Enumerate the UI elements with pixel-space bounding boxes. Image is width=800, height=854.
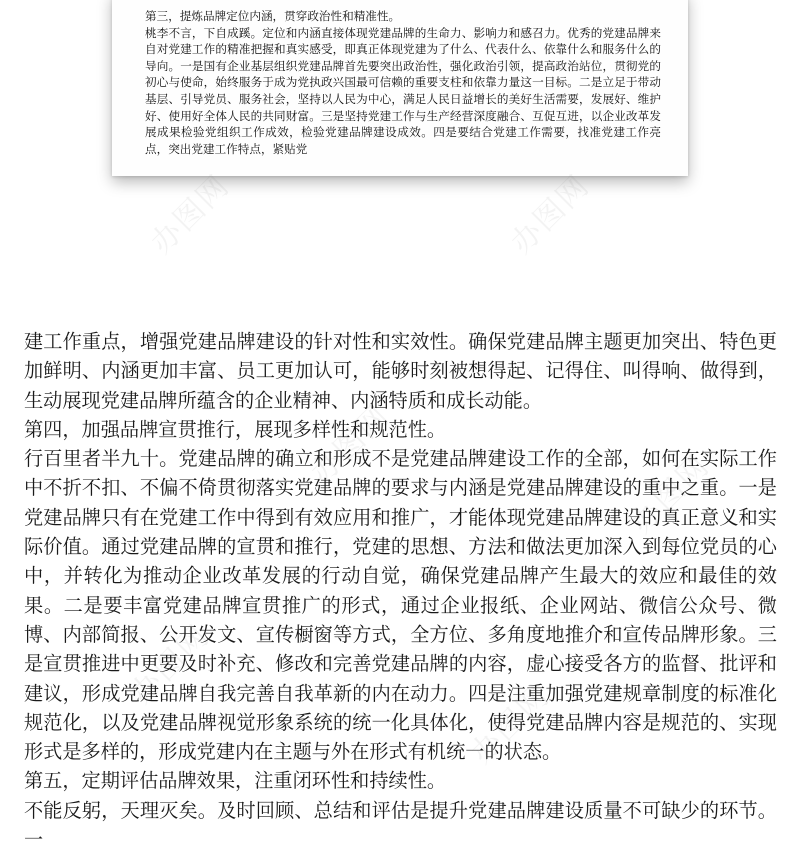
watermark: 办图网 xyxy=(304,398,397,491)
page-preview-card xyxy=(112,0,688,176)
body-paragraph: 建工作重点，增强党建品牌建设的针对性和实效性。确保党建品牌主题更加突出、特色更加鲜明、内涵更加丰富、员工更加认可，能够时刻被想得起、记得住、叫得响、做得到，生动展现党建品牌所蕴含的企业精神、内涵特质和成长动能。 xyxy=(24,330,777,412)
watermark: 办图网 xyxy=(144,168,237,261)
watermark: 办图网 xyxy=(504,168,597,261)
section-heading: 第四，加强品牌宣贯推行，展现多样性和规范性。 xyxy=(24,417,447,441)
section-heading: 第五，定期评估品牌效果，注重闭环性和持续性。 xyxy=(24,769,447,793)
preview-section-heading: 第三，提炼品牌定位内涵，贯穿政治性和精准性。 xyxy=(145,9,401,23)
watermark: 办图网 xyxy=(124,618,217,711)
watermark: 办图网 xyxy=(624,448,717,541)
watermark: 办图网 xyxy=(464,678,557,771)
preview-paragraph: 桃李不言，下自成蹊。定位和内涵直接体现党建品牌的生命力、影响力和感召力。优秀的党建品牌来自对党建工作的精准把握和真实感受，即真正体现党建为了什么、代表什么、依靠什么和服务什么的导向。一是国有企业基层组织党建品牌首先要突出政治性，强化政治引领，提高政治站位，贯彻党的初心与使命，始终服务于成为党执政兴国最可信赖的重要支柱和依靠力量这一目标。二是立足于带动基层、引导党员、服务社会，坚持以人民为中心，满足人民日益增长的美好生活需要，发展好、维护好、使用好全体人民的共同财富。三是坚持党建工作与生产经营深度融合、互促互进，以企业改革发展成果检验党组织工作成效，检验党建品牌建设成效。四是要结合党建工作需要，找准党建工作亮点，突出党建工作特点，紧贴党 xyxy=(145,25,661,156)
body-paragraph: 不能反躬，天理灭矣。及时回顾、总结和评估是提升党建品牌建设质量不可缺少的环节。一 xyxy=(24,798,777,852)
body-paragraph: 行百里者半九十。党建品牌的确立和形成不是党建品牌建设工作的全部，如何在实际工作中不折不扣、不偏不倚贯彻落实党建品牌的要求与内涵是党建品牌建设的重中之重。一是党建品牌只有在党建工作中得到有效应用和推广，才能体现党建品牌建设的真正意义和实际价值。通过党建品牌的宣贯和推行，党建的思想、方法和做法更加深入到每位党员的心中，并转化为推动企业改革发展的行动自觉，确保党建品牌产生最大的效应和最佳的效果。二是要丰富党建品牌宣贯推广的形式，通过企业报纸、企业网站、微信公众号、微博、内部简报、公开发文、宣传橱窗等方式，全方位、多角度地推介和宣传品牌形象。三是宣贯推进中更要及时补充、修改和完善党建品牌的内容，虚心接受各方的监督、批评和建议，形成党建品牌自我完善自我革新的内在动力。四是注重加强党建规章制度的标准化规范化，以及党建品牌视觉形象系统的统一化具体化，使得党建品牌内容是规范的、实现形式是多样的，形成党建内在主题与外在形式有机统一的状态。 xyxy=(24,447,777,764)
preview-text-block xyxy=(145,8,661,157)
document-body xyxy=(24,327,777,854)
